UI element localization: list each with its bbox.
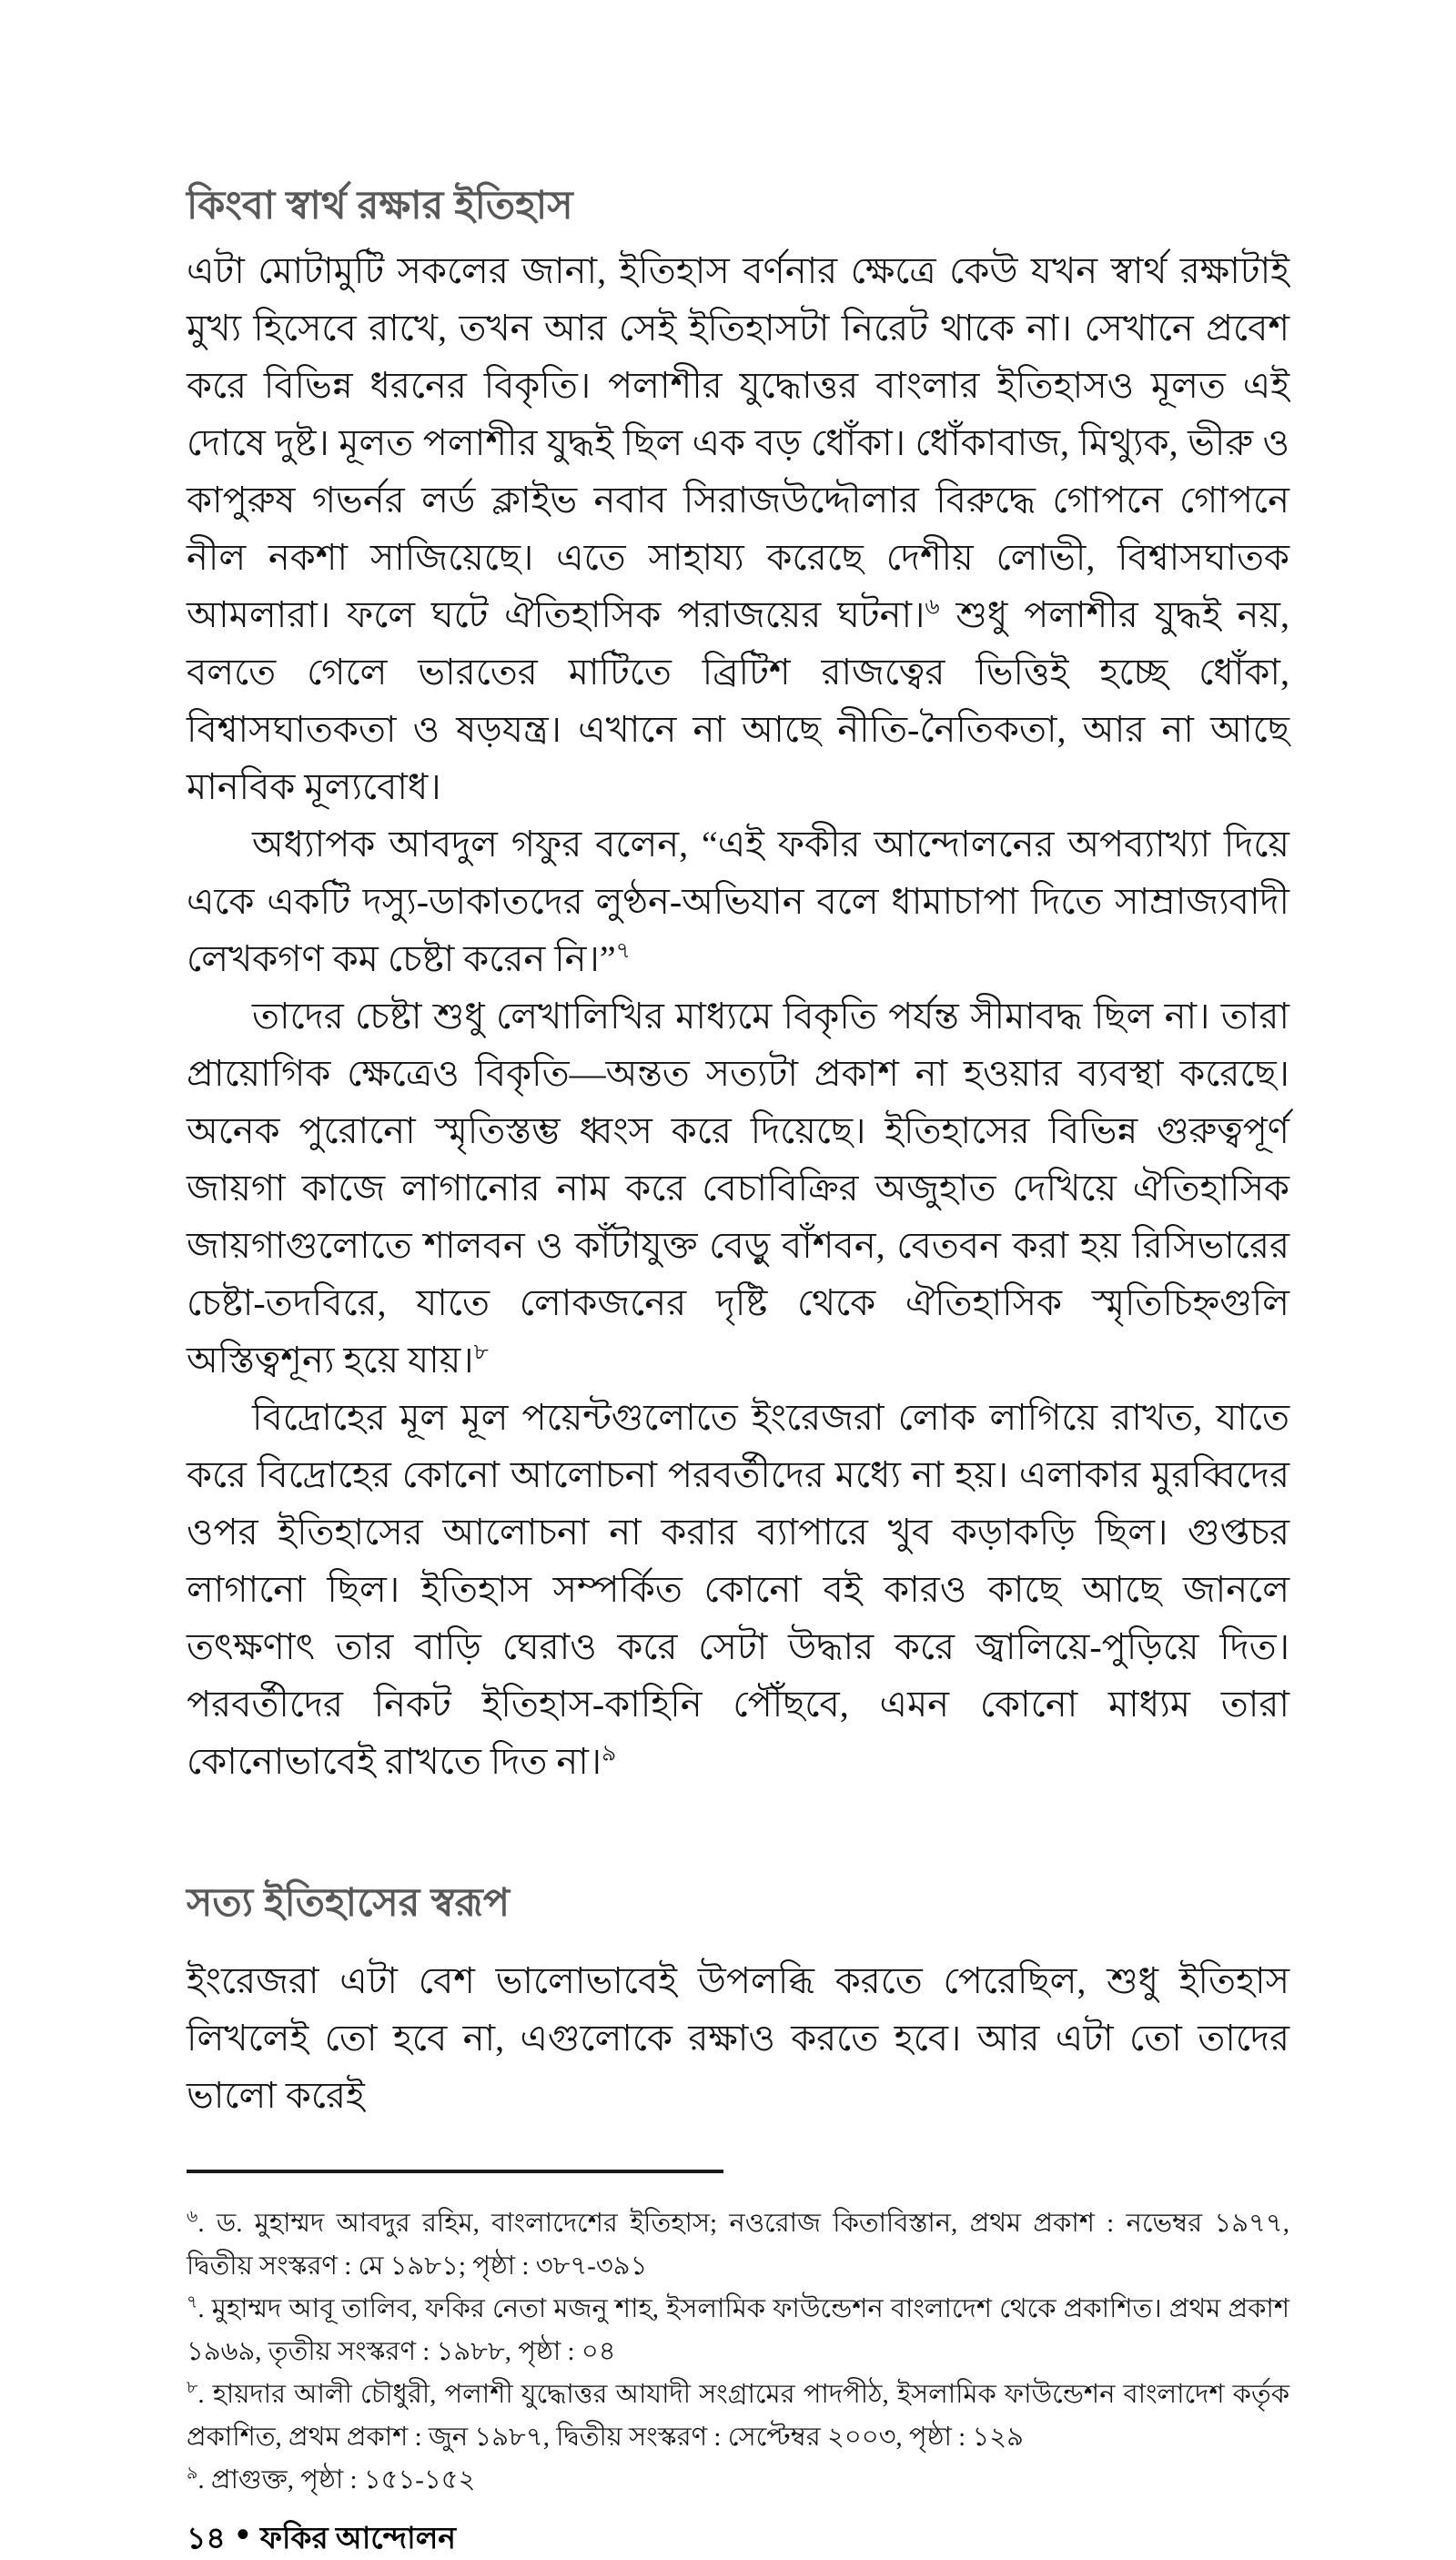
footnote-6-marker: ৬ — [187, 2207, 198, 2227]
paragraph-text: বিদ্রোহের মূল মূল পয়েন্টগুলোতে ইংরেজরা লোক লাগিয়ে রাখত, যাতে করে বিদ্রোহের কোনো আলোচনা পরবর্তীদের মধ্যে না হয়। এলাকার মুরব্বিদের ওপর ইতিহাসের আলোচনা না করার ব্যাপারে খুব কড়াকড়ি ছিল। গুপ্তচর লাগানো ছিল। ইতিহাস সম্পর্কিত কোনো বই কারও কাছে আছে জানলে তৎক্ষণাৎ তার বাড়ি ঘেরাও করে সেটা উদ্ধার করে জ্বালিয়ে-পুড়িয়ে দিত। পরবর্তীদের নিকট ইতিহাস-কাহিনি পৌঁছবে, এমন কোনো মাধ্যম তারা কোনোভাবেই রাখতে দিত না। — [187, 1397, 1289, 1782]
paragraph-text: ইংরেজরা এটা বেশ ভালোভাবেই উপলব্ধি করতে পেরেছিল, শুধু ইতিহাস লিখলেই তো হবে না, এগুলোকে রক্ষাও করতে হবে। আর এটা তো তাদের ভালো করেই — [187, 1960, 1289, 2116]
paragraph-text: তাদের চেষ্টা শুধু লেখালিখির মাধ্যমে বিকৃতি পর্যন্ত সীমাবদ্ধ ছিল না। তারা প্রায়োগিক ক্ষেত্রেও বিকৃতি—অন্তত সত্যটা প্রকাশ না হওয়ার ব্যবস্থা করেছে। অনেক পুরোনো স্মৃতিস্তম্ভ ধ্বংস করে দিয়েছে। ইতিহাসের বিভিন্ন গুরুত্বপূর্ণ জায়গা কাজে লাগানোর নাম করে বেচাবিক্রির অজুহাত দেখিয়ে ঐতিহাসিক জায়গাগুলোতে শালবন ও কাঁটাযুক্ত বেড়ু বাঁশবন, বেতবন করা হয় রিসিভারের চেষ্টা-তদবিরে, যাতে লোকজনের দৃষ্টি থেকে ঐতিহাসিক স্মৃতিচিহ্নগুলি অস্তিত্বশূন্য হয়ে যায়। — [187, 996, 1289, 1381]
footnote-9-marker: ৯ — [187, 2464, 198, 2484]
paragraph-3 — [187, 987, 1289, 1389]
footnote-text: . ড. মুহাম্মদ আবদুর রহিম, বাংলাদেশের ইতিহাস; নওরোজ কিতাবিস্তান, প্রথম প্রকাশ : নভেম্বর ১৯৭৭, দ্বিতীয় সংস্করণ : মে ১৯৮১; পৃষ্ঠা : ৩৮৭-৩৯১ — [187, 2209, 1289, 2281]
footnote-text: . প্রাগুক্ত, পৃষ্ঠা : ১৫১-১৫২ — [197, 2465, 476, 2494]
footnote-8 — [187, 2373, 1289, 2459]
paragraph-text: শুধু পলাশীর যুদ্ধই নয়, বলতে গেলে ভারতের মাটিতে ব্রিটিশ রাজত্বের ভিত্তিই হচ্ছে ধোঁকা, বিশ্বাসঘাতকতা ও ষড়যন্ত্র। এখানে না আছে নীতি-নৈতিকতা, আর না আছে মানবিক মূল্যবোধ। — [187, 594, 1289, 807]
paragraph-text: এটা মোটামুটি সকলের জানা, ইতিহাস বর্ণনার ক্ষেত্রে কেউ যখন স্বার্থ রক্ষাটাই মুখ্য হিসেবে রাখে, তখন আর সেই ইতিহাসটা নিরেট থাকে না। সেখানে প্রবেশ করে বিভিন্ন ধরনের বিকৃতি। পলাশীর যুদ্ধোত্তর বাংলার ইতিহাসও মূলত এই দোষে দুষ্ট। মূলত পলাশীর যুদ্ধই ছিল এক বড় ধোঁকা। ধোঁকাবাজ, মিথ্যুক, ভীরু ও কাপুরুষ গভর্নর লর্ড ক্লাইভ নবাব সিরাজউদ্দৌলার বিরুদ্ধে গোপনে গোপনে নীল নকশা সাজিয়েছে। এতে সাহায্য করেছে দেশীয় লোভী, বিশ্বাসঘাতক আমলারা। ফলে ঘটে ঐতিহাসিক পরাজয়ের ঘটনা। — [187, 250, 1289, 635]
footnote-ref-6: ৬ — [925, 594, 940, 620]
footnote-separator-rule — [187, 2170, 723, 2173]
page-footer: ১৪ • ফকির আন্দোলন — [187, 2518, 1289, 2560]
section-nature-of-true-history — [187, 1877, 1289, 2124]
footnote-ref-8: ৮ — [473, 1340, 489, 1365]
book-title: ফকির আন্দোলন — [259, 2523, 456, 2555]
footnote-9 — [187, 2459, 1289, 2502]
section-heading-1: কিংবা স্বার্থ রক্ষার ইতিহাস — [187, 184, 573, 228]
paragraph-4 — [187, 1389, 1289, 1790]
footnote-7-marker: ৭ — [187, 2292, 198, 2312]
paragraph-1 — [187, 242, 1289, 815]
footnotes-block — [187, 2170, 1289, 2502]
section-protecting-self-interest — [187, 180, 1289, 1790]
paragraph-text: অধ্যাপক আবদুল গফুর বলেন, “এই ফকীর আন্দোলনের অপব্যাখ্যা দিয়ে একে একটি দস্যু-ডাকাতদের লুণ্ঠন-অভিযান বলে ধামাচাপা দিতে সাম্রাজ্যবাদী লেখকগণ কম চেষ্টা করেন নি।” — [187, 824, 1289, 979]
footnote-6 — [187, 2202, 1289, 2288]
page-number: ১৪ — [187, 2523, 226, 2555]
footnote-text: . হায়দার আলী চৌধুরী, পলাশী যুদ্ধোত্তর আযাদী সংগ্রামের পাদপীঠ, ইসলামিক ফাউন্ডেশন বাংলাদেশ কর্তৃক প্রকাশিত, প্রথম প্রকাশ : জুন ১৯৮৭, দ্বিতীয় সংস্করণ : সেপ্টেম্বর ২০০৩, পৃষ্ঠা : ১২৯ — [187, 2380, 1289, 2452]
page-content — [187, 180, 1289, 2560]
footnote-8-marker: ৮ — [187, 2378, 198, 2398]
footnote-ref-9: ৯ — [602, 1741, 617, 1766]
footnote-7 — [187, 2288, 1289, 2373]
paragraph-2 — [187, 815, 1289, 987]
paragraph-5 — [187, 1952, 1289, 2124]
section-heading-2: সত্য ইতিহাসের স্বরূপ — [187, 1881, 511, 1925]
footnote-ref-7: ৭ — [615, 938, 631, 964]
footnote-text: . মুহাম্মদ আবূ তালিব, ফকির নেতা মজনু শাহ, ইসলামিক ফাউন্ডেশন বাংলাদেশ থেকে প্রকাশিত। প্রথম প্রকাশ ১৯৬৯, তৃতীয় সংস্করণ : ১৯৮৮, পৃষ্ঠা : ০৪ — [187, 2294, 1289, 2366]
